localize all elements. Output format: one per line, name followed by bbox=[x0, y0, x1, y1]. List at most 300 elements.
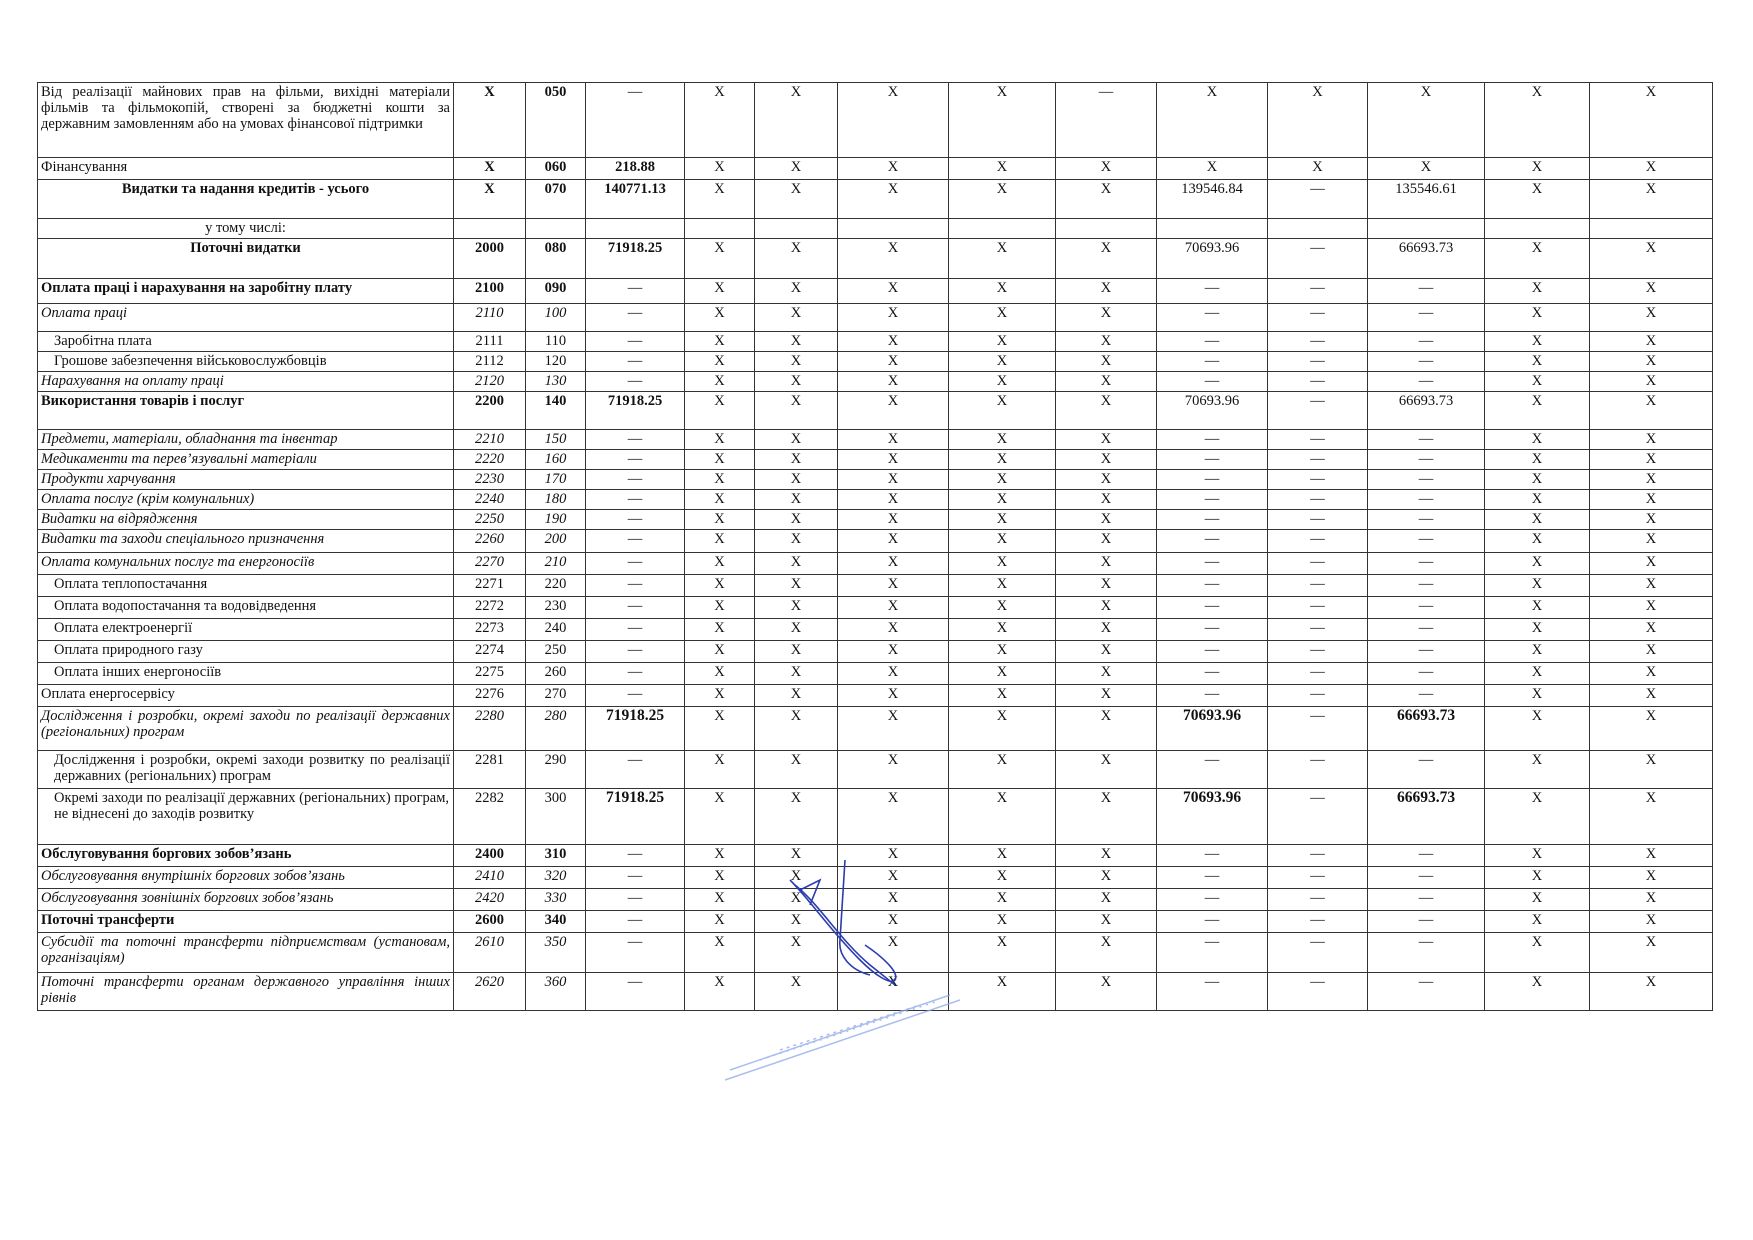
value-cell: — bbox=[1157, 845, 1268, 867]
table-row bbox=[38, 789, 1713, 845]
value-cell: X bbox=[755, 304, 838, 332]
value-cell: — bbox=[586, 553, 685, 575]
value-cell bbox=[949, 219, 1056, 239]
value-cell: X bbox=[755, 867, 838, 889]
row-name: у тому числі: bbox=[38, 219, 454, 239]
value-cell: — bbox=[586, 430, 685, 450]
value-cell: X bbox=[949, 279, 1056, 304]
value-cell: — bbox=[1157, 933, 1268, 973]
value-cell: — bbox=[586, 685, 685, 707]
value-cell bbox=[586, 219, 685, 239]
row-kekv-code: 2281 bbox=[454, 751, 526, 789]
table-row bbox=[38, 530, 1713, 553]
value-cell: X bbox=[838, 619, 949, 641]
value-cell: — bbox=[586, 450, 685, 470]
value-cell: X bbox=[685, 845, 755, 867]
value-cell: — bbox=[586, 510, 685, 530]
value-cell: X bbox=[755, 180, 838, 219]
value-cell: X bbox=[1485, 450, 1590, 470]
value-cell: X bbox=[1056, 553, 1157, 575]
value-cell bbox=[1157, 219, 1268, 239]
value-cell bbox=[1268, 219, 1368, 239]
row-kekv-code: 2420 bbox=[454, 889, 526, 911]
value-cell: X bbox=[1056, 510, 1157, 530]
value-cell: X bbox=[949, 663, 1056, 685]
value-cell: X bbox=[1485, 530, 1590, 553]
table-row bbox=[38, 239, 1713, 279]
value-cell: — bbox=[1368, 619, 1485, 641]
value-cell: X bbox=[1590, 789, 1713, 845]
value-cell: X bbox=[1056, 641, 1157, 663]
value-cell: X bbox=[755, 158, 838, 180]
value-cell: X bbox=[1485, 392, 1590, 430]
value-cell: X bbox=[838, 597, 949, 619]
table-row bbox=[38, 619, 1713, 641]
value-cell: X bbox=[949, 845, 1056, 867]
value-cell: — bbox=[586, 597, 685, 619]
value-cell: — bbox=[1368, 845, 1485, 867]
value-cell: — bbox=[1268, 510, 1368, 530]
value-cell: X bbox=[755, 450, 838, 470]
value-cell: X bbox=[1485, 619, 1590, 641]
value-cell: — bbox=[1368, 372, 1485, 392]
row-kekv-code: 2112 bbox=[454, 352, 526, 372]
value-cell: X bbox=[685, 530, 755, 553]
value-cell: X bbox=[949, 158, 1056, 180]
row-name: Використання товарів і послуг bbox=[38, 392, 454, 430]
table-row bbox=[38, 180, 1713, 219]
row-name: Обслуговування зовнішніх боргових зобов’язань bbox=[38, 889, 454, 911]
row-kekv-code: 2000 bbox=[454, 239, 526, 279]
value-cell: X bbox=[1485, 597, 1590, 619]
row-name: Заробітна плата bbox=[38, 332, 454, 352]
row-name: Оплата електроенергії bbox=[38, 619, 454, 641]
value-cell: — bbox=[1268, 707, 1368, 751]
value-cell: X bbox=[838, 332, 949, 352]
row-name: Оплата праці bbox=[38, 304, 454, 332]
value-cell: X bbox=[1590, 845, 1713, 867]
value-cell: X bbox=[949, 641, 1056, 663]
row-name: Фінансування bbox=[38, 158, 454, 180]
value-cell: X bbox=[1590, 450, 1713, 470]
row-line-code: 180 bbox=[526, 490, 586, 510]
value-cell: — bbox=[1368, 751, 1485, 789]
value-cell: X bbox=[755, 789, 838, 845]
row-kekv-code: 2270 bbox=[454, 553, 526, 575]
value-cell: X bbox=[1485, 158, 1590, 180]
row-line-code: 250 bbox=[526, 641, 586, 663]
row-line-code: 170 bbox=[526, 470, 586, 490]
value-cell: X bbox=[1056, 279, 1157, 304]
value-cell: X bbox=[1590, 372, 1713, 392]
value-cell: — bbox=[1368, 575, 1485, 597]
value-cell: — bbox=[1157, 430, 1268, 450]
value-cell: X bbox=[949, 430, 1056, 450]
value-cell: X bbox=[838, 352, 949, 372]
value-cell: X bbox=[838, 575, 949, 597]
value-cell: X bbox=[838, 663, 949, 685]
value-cell: — bbox=[1268, 889, 1368, 911]
value-cell: X bbox=[838, 279, 949, 304]
value-cell: X bbox=[1056, 973, 1157, 1011]
value-cell: X bbox=[685, 372, 755, 392]
value-cell: X bbox=[949, 933, 1056, 973]
value-cell: — bbox=[586, 641, 685, 663]
value-cell: X bbox=[685, 973, 755, 1011]
value-cell: X bbox=[1590, 158, 1713, 180]
row-line-code: 070 bbox=[526, 180, 586, 219]
value-cell: X bbox=[838, 845, 949, 867]
value-cell: X bbox=[949, 685, 1056, 707]
value-cell: — bbox=[1368, 889, 1485, 911]
row-line-code: 130 bbox=[526, 372, 586, 392]
value-cell: X bbox=[755, 510, 838, 530]
row-line-code: 150 bbox=[526, 430, 586, 450]
row-name: Оплата водопостачання та водовідведення bbox=[38, 597, 454, 619]
value-cell: — bbox=[1157, 685, 1268, 707]
row-kekv-code: 2210 bbox=[454, 430, 526, 450]
row-line-code: 330 bbox=[526, 889, 586, 911]
value-cell: — bbox=[586, 332, 685, 352]
value-cell: — bbox=[1157, 279, 1268, 304]
row-name: Оплата послуг (крім комунальних) bbox=[38, 490, 454, 510]
value-cell: — bbox=[1268, 430, 1368, 450]
value-cell: X bbox=[949, 530, 1056, 553]
value-cell: — bbox=[1268, 845, 1368, 867]
value-cell: X bbox=[1056, 332, 1157, 352]
row-kekv-code: 2400 bbox=[454, 845, 526, 867]
value-cell: X bbox=[949, 510, 1056, 530]
value-cell: — bbox=[1268, 789, 1368, 845]
row-kekv-code: 2100 bbox=[454, 279, 526, 304]
value-cell: X bbox=[1056, 751, 1157, 789]
value-cell: X bbox=[1485, 933, 1590, 973]
row-kekv-code: 2230 bbox=[454, 470, 526, 490]
value-cell: X bbox=[1485, 641, 1590, 663]
value-cell: — bbox=[1157, 352, 1268, 372]
value-cell: X bbox=[949, 619, 1056, 641]
value-cell: X bbox=[838, 304, 949, 332]
value-cell: X bbox=[1590, 180, 1713, 219]
row-name: Субсидії та поточні трансферти підприємствам (установам, організаціям) bbox=[38, 933, 454, 973]
value-cell: — bbox=[1268, 372, 1368, 392]
value-cell: X bbox=[685, 490, 755, 510]
value-cell: X bbox=[755, 239, 838, 279]
table-row bbox=[38, 575, 1713, 597]
table-row bbox=[38, 597, 1713, 619]
value-cell: X bbox=[838, 470, 949, 490]
value-cell: X bbox=[838, 239, 949, 279]
value-cell: — bbox=[1268, 490, 1368, 510]
row-line-code: 120 bbox=[526, 352, 586, 372]
value-cell: — bbox=[1157, 867, 1268, 889]
row-kekv-code: X bbox=[454, 158, 526, 180]
row-kekv-code: 2600 bbox=[454, 911, 526, 933]
table-row bbox=[38, 845, 1713, 867]
table-row bbox=[38, 490, 1713, 510]
value-cell: X bbox=[1485, 973, 1590, 1011]
value-cell: X bbox=[685, 450, 755, 470]
value-cell: — bbox=[1368, 470, 1485, 490]
value-cell: — bbox=[586, 470, 685, 490]
value-cell: X bbox=[685, 641, 755, 663]
value-cell: X bbox=[1485, 279, 1590, 304]
row-line-code: 220 bbox=[526, 575, 586, 597]
row-line-code: 110 bbox=[526, 332, 586, 352]
row-kekv-code: 2250 bbox=[454, 510, 526, 530]
value-cell bbox=[1590, 219, 1713, 239]
budget-report-table bbox=[37, 82, 1713, 1011]
value-cell: X bbox=[755, 641, 838, 663]
value-cell: X bbox=[755, 392, 838, 430]
value-cell: X bbox=[838, 158, 949, 180]
value-cell: — bbox=[1268, 470, 1368, 490]
value-cell: — bbox=[586, 889, 685, 911]
row-name: Окремі заходи по реалізації державних (регіональних) програм, не віднесені до заходів розвитку bbox=[38, 789, 454, 845]
value-cell: X bbox=[755, 332, 838, 352]
value-cell: 70693.96 bbox=[1157, 707, 1268, 751]
value-cell: X bbox=[1590, 510, 1713, 530]
value-cell: X bbox=[685, 430, 755, 450]
value-cell: X bbox=[1590, 751, 1713, 789]
value-cell: X bbox=[949, 392, 1056, 430]
value-cell: — bbox=[586, 372, 685, 392]
table-row bbox=[38, 219, 1713, 239]
row-line-code: 210 bbox=[526, 553, 586, 575]
value-cell: X bbox=[1056, 619, 1157, 641]
value-cell: X bbox=[1056, 685, 1157, 707]
value-cell: X bbox=[1485, 510, 1590, 530]
value-cell: X bbox=[949, 450, 1056, 470]
value-cell: X bbox=[1485, 575, 1590, 597]
value-cell bbox=[1368, 219, 1485, 239]
value-cell: X bbox=[685, 352, 755, 372]
value-cell: 71918.25 bbox=[586, 392, 685, 430]
row-line-code bbox=[526, 219, 586, 239]
value-cell: X bbox=[838, 933, 949, 973]
value-cell: X bbox=[1157, 158, 1268, 180]
value-cell: X bbox=[1056, 889, 1157, 911]
value-cell: X bbox=[755, 619, 838, 641]
value-cell: 66693.73 bbox=[1368, 789, 1485, 845]
value-cell: X bbox=[685, 279, 755, 304]
row-line-code: 300 bbox=[526, 789, 586, 845]
value-cell: — bbox=[1268, 575, 1368, 597]
row-line-code: 100 bbox=[526, 304, 586, 332]
row-kekv-code: 2110 bbox=[454, 304, 526, 332]
value-cell: X bbox=[755, 889, 838, 911]
row-name: Нарахування на оплату праці bbox=[38, 372, 454, 392]
value-cell: — bbox=[586, 304, 685, 332]
value-cell: X bbox=[838, 510, 949, 530]
row-kekv-code: 2271 bbox=[454, 575, 526, 597]
row-kekv-code: 2620 bbox=[454, 973, 526, 1011]
row-name: Оплата енергосервісу bbox=[38, 685, 454, 707]
value-cell: X bbox=[1590, 597, 1713, 619]
value-cell: X bbox=[949, 911, 1056, 933]
value-cell: — bbox=[1268, 751, 1368, 789]
value-cell: X bbox=[685, 83, 755, 158]
value-cell: — bbox=[1268, 332, 1368, 352]
value-cell: — bbox=[586, 575, 685, 597]
value-cell: X bbox=[1056, 239, 1157, 279]
row-kekv-code: 2410 bbox=[454, 867, 526, 889]
value-cell: 71918.25 bbox=[586, 707, 685, 751]
value-cell: — bbox=[1268, 619, 1368, 641]
value-cell: — bbox=[1368, 597, 1485, 619]
value-cell: — bbox=[1268, 279, 1368, 304]
row-name: Грошове забезпечення військовослужбовців bbox=[38, 352, 454, 372]
value-cell: X bbox=[1485, 911, 1590, 933]
row-line-code: 240 bbox=[526, 619, 586, 641]
value-cell: X bbox=[685, 180, 755, 219]
value-cell: X bbox=[838, 490, 949, 510]
value-cell: — bbox=[1368, 685, 1485, 707]
value-cell: X bbox=[1485, 707, 1590, 751]
value-cell: X bbox=[949, 575, 1056, 597]
value-cell: — bbox=[1268, 641, 1368, 663]
value-cell: X bbox=[1056, 845, 1157, 867]
row-line-code: 230 bbox=[526, 597, 586, 619]
value-cell: X bbox=[838, 641, 949, 663]
value-cell: X bbox=[685, 510, 755, 530]
value-cell: X bbox=[949, 180, 1056, 219]
value-cell: X bbox=[949, 553, 1056, 575]
row-line-code: 310 bbox=[526, 845, 586, 867]
value-cell: 70693.96 bbox=[1157, 392, 1268, 430]
value-cell: X bbox=[1590, 911, 1713, 933]
table-row bbox=[38, 685, 1713, 707]
value-cell: X bbox=[1056, 352, 1157, 372]
row-line-code: 260 bbox=[526, 663, 586, 685]
value-cell: — bbox=[1157, 973, 1268, 1011]
value-cell: X bbox=[1485, 430, 1590, 450]
value-cell: — bbox=[1368, 641, 1485, 663]
value-cell: X bbox=[755, 575, 838, 597]
value-cell: — bbox=[1268, 911, 1368, 933]
value-cell: X bbox=[1590, 392, 1713, 430]
value-cell: — bbox=[1157, 911, 1268, 933]
value-cell: X bbox=[1056, 867, 1157, 889]
value-cell: X bbox=[1590, 973, 1713, 1011]
value-cell: X bbox=[755, 911, 838, 933]
value-cell: 71918.25 bbox=[586, 789, 685, 845]
value-cell: X bbox=[838, 707, 949, 751]
value-cell: X bbox=[1485, 304, 1590, 332]
value-cell: X bbox=[1368, 83, 1485, 158]
value-cell: X bbox=[1485, 553, 1590, 575]
row-kekv-code: 2272 bbox=[454, 597, 526, 619]
value-cell bbox=[838, 219, 949, 239]
value-cell: — bbox=[1268, 239, 1368, 279]
table-row bbox=[38, 430, 1713, 450]
value-cell: X bbox=[1590, 490, 1713, 510]
value-cell: X bbox=[838, 530, 949, 553]
value-cell: X bbox=[685, 158, 755, 180]
value-cell: X bbox=[685, 332, 755, 352]
table-row bbox=[38, 279, 1713, 304]
value-cell: X bbox=[1590, 663, 1713, 685]
value-cell: — bbox=[1268, 867, 1368, 889]
row-name: Обслуговування внутрішніх боргових зобов’язань bbox=[38, 867, 454, 889]
value-cell: — bbox=[1268, 933, 1368, 973]
table-row bbox=[38, 707, 1713, 751]
value-cell: X bbox=[1485, 83, 1590, 158]
value-cell: X bbox=[755, 663, 838, 685]
row-kekv-code: 2240 bbox=[454, 490, 526, 510]
value-cell: X bbox=[949, 789, 1056, 845]
value-cell: — bbox=[586, 973, 685, 1011]
value-cell: — bbox=[1157, 597, 1268, 619]
table-row bbox=[38, 911, 1713, 933]
value-cell: X bbox=[949, 707, 1056, 751]
value-cell: 66693.73 bbox=[1368, 707, 1485, 751]
table-row bbox=[38, 553, 1713, 575]
table-row bbox=[38, 933, 1713, 973]
table-row bbox=[38, 973, 1713, 1011]
value-cell: X bbox=[838, 553, 949, 575]
value-cell: X bbox=[949, 470, 1056, 490]
table-row bbox=[38, 889, 1713, 911]
row-kekv-code: 2260 bbox=[454, 530, 526, 553]
value-cell: — bbox=[1268, 597, 1368, 619]
value-cell: X bbox=[1056, 450, 1157, 470]
value-cell: — bbox=[586, 867, 685, 889]
value-cell: — bbox=[586, 490, 685, 510]
value-cell: — bbox=[586, 352, 685, 372]
value-cell: X bbox=[755, 83, 838, 158]
row-kekv-code: 2120 bbox=[454, 372, 526, 392]
table-row bbox=[38, 751, 1713, 789]
value-cell: X bbox=[685, 470, 755, 490]
value-cell: — bbox=[1368, 911, 1485, 933]
table-row bbox=[38, 450, 1713, 470]
value-cell: X bbox=[1485, 352, 1590, 372]
value-cell: X bbox=[1056, 789, 1157, 845]
value-cell: X bbox=[1485, 663, 1590, 685]
row-line-code: 200 bbox=[526, 530, 586, 553]
value-cell: X bbox=[838, 685, 949, 707]
value-cell: X bbox=[1485, 239, 1590, 279]
value-cell: X bbox=[1056, 911, 1157, 933]
value-cell: X bbox=[949, 372, 1056, 392]
row-line-code: 360 bbox=[526, 973, 586, 1011]
row-kekv-code: 2274 bbox=[454, 641, 526, 663]
value-cell: X bbox=[755, 352, 838, 372]
value-cell: X bbox=[755, 933, 838, 973]
value-cell: — bbox=[586, 751, 685, 789]
value-cell: — bbox=[1157, 332, 1268, 352]
value-cell: X bbox=[1590, 553, 1713, 575]
value-cell: X bbox=[1056, 392, 1157, 430]
row-name: Поточні видатки bbox=[38, 239, 454, 279]
value-cell: X bbox=[949, 973, 1056, 1011]
value-cell: X bbox=[1056, 304, 1157, 332]
value-cell: X bbox=[685, 933, 755, 973]
value-cell: X bbox=[755, 597, 838, 619]
value-cell: — bbox=[1368, 553, 1485, 575]
value-cell: X bbox=[1056, 575, 1157, 597]
value-cell: 70693.96 bbox=[1157, 789, 1268, 845]
row-line-code: 350 bbox=[526, 933, 586, 973]
value-cell: X bbox=[685, 619, 755, 641]
value-cell: X bbox=[949, 490, 1056, 510]
row-kekv-code: 2273 bbox=[454, 619, 526, 641]
value-cell: — bbox=[1368, 663, 1485, 685]
value-cell: — bbox=[1157, 619, 1268, 641]
value-cell: X bbox=[838, 867, 949, 889]
value-cell: X bbox=[1590, 83, 1713, 158]
